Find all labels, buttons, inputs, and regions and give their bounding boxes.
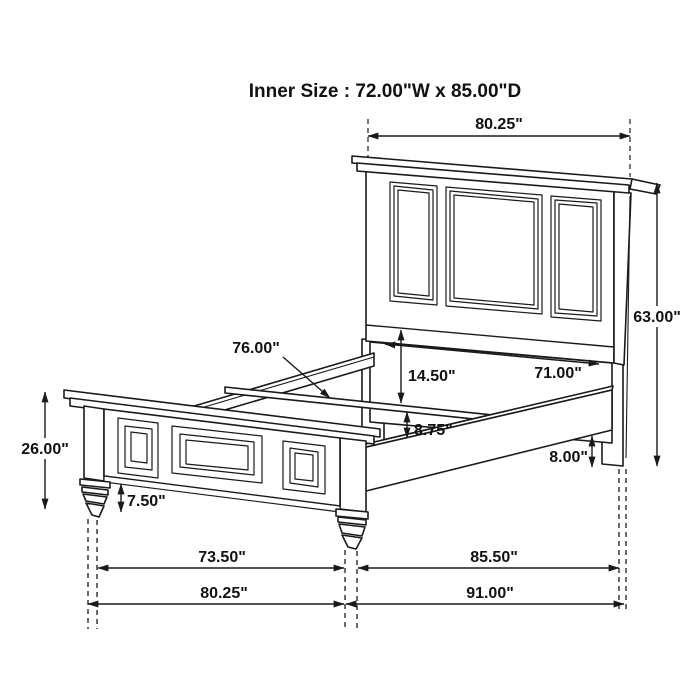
dim-footboard-inner-width — [98, 549, 344, 568]
dim-label-headboard-inner-width: 71.00" — [534, 365, 582, 382]
dim-label-headboard-opening: 14.50" — [408, 368, 456, 385]
dim-label-rail-bottom-gap: 8.00" — [549, 449, 588, 466]
footboard-right-post — [340, 438, 366, 512]
footboard-panel — [131, 432, 147, 463]
dim-footboard-width — [88, 585, 344, 604]
headboard-panel — [398, 190, 429, 296]
headboard-cap-end — [630, 179, 660, 194]
footboard-panel — [295, 453, 313, 481]
dim-footboard-height — [17, 392, 73, 509]
dim-label-slat-height: 8.75" — [414, 422, 453, 439]
dim-label-slat-length: 76.00" — [232, 340, 280, 357]
dim-side-rail-length — [358, 549, 619, 568]
dim-label-footboard-height: 26.00" — [21, 441, 69, 458]
diagram-title: Inner Size : 72.00"W x 85.00"D — [248, 81, 522, 102]
dim-label-overall-length: 91.00" — [466, 585, 514, 602]
headboard-panel — [454, 195, 534, 305]
footboard-panel — [186, 440, 248, 470]
dim-label-headboard-height: 63.00" — [633, 309, 681, 326]
footboard-left-foot — [80, 479, 110, 517]
dim-headboard-width — [368, 116, 630, 136]
dim-label-headboard-width: 80.25" — [475, 116, 523, 133]
dim-label-footboard-leg-height: 7.50" — [127, 493, 166, 510]
footboard-right-foot — [336, 509, 368, 549]
dim-overall-length — [346, 585, 624, 604]
dim-label-footboard-inner-width: 73.50" — [198, 549, 246, 566]
dim-headboard-height — [630, 183, 684, 466]
dim-label-footboard-width: 80.25" — [200, 585, 248, 602]
dim-label-side-rail-length: 85.50" — [470, 549, 518, 566]
headboard-panel — [559, 204, 593, 312]
footboard-left-post — [84, 406, 104, 481]
footboard — [64, 390, 380, 549]
